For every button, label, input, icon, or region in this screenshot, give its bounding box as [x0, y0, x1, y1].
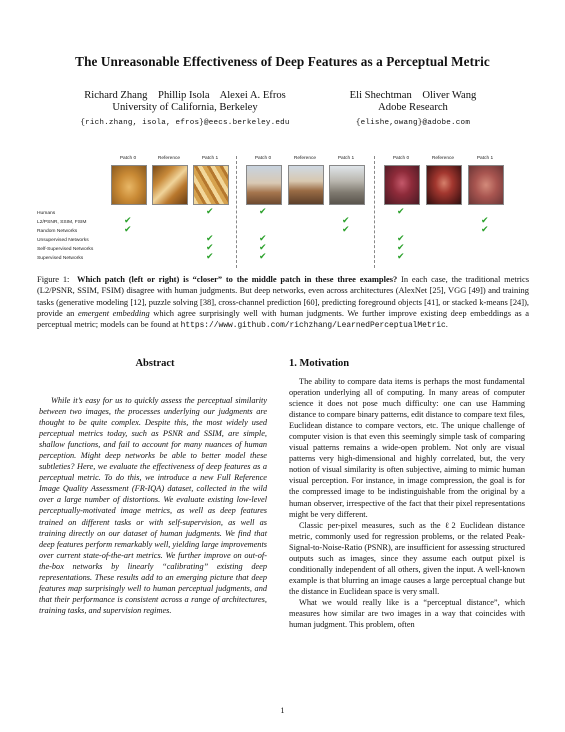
check-mark-icon: ✔ — [124, 225, 132, 235]
left-column — [37, 358, 273, 616]
check-mark-icon: ✔ — [206, 252, 214, 262]
check-mark-icon: ✔ — [206, 207, 214, 217]
caption-text: In each case, the traditional metrics (L2/PSNR, SSIM, FSIM) disagree with human judgments. But deep networks, even across architectures (AlexNet [25], VGG [49]) and training tasks (generative modeling [12], puzzle solving [38], cross-channel prediction [60], predicting foreground objects [41], or stacked k-means [24]), provide an — [37, 274, 530, 318]
check-mark-icon: ✔ — [481, 225, 489, 235]
paragraph: The ability to compare data items is perhaps the most fundamental operation underlying all of computing. In many areas of computer science it does not pose much difficulty: one can use Hamming distance to compare binary patterns, edit distance to compare text files, Euclidean distance to compare vectors, etc. The unique challenge of computer vision is that even this seemingly simple task of comparing visual patterns remains a wide-open problem. Not only are visual patterns very high-dimensional and highly correlated, but, the very notion of visual similarity is often subjective, aiming to mimic human visual perception. For instance, in image compression, the goal is for the compressed image to be indistinguishable from the original by a human observer, irrespective of the fact that their pixel representations might be very different. — [289, 377, 525, 519]
motivation-text — [289, 376, 525, 630]
check-mark-icon: ✔ — [342, 225, 350, 235]
check-mark-icon: ✔ — [259, 207, 267, 217]
paper-title: The Unreasonable Effectiveness of Deep Features as a Perceptual Metric — [75, 54, 490, 69]
patch-label: Patch 0 — [392, 156, 410, 161]
check-mark-icon: ✔ — [206, 234, 214, 244]
check-mark-icon: ✔ — [259, 252, 267, 262]
check-mark-icon: ✔ — [259, 234, 267, 244]
caption-label: Figure 1: — [37, 274, 70, 284]
abstract-heading: Abstract — [135, 358, 175, 369]
institution-right: Adobe Research — [378, 102, 448, 113]
affiliation-adobe — [318, 90, 508, 127]
institution-left: University of California, Berkeley — [112, 102, 258, 113]
patch-label: Reference — [157, 156, 181, 161]
right-column — [289, 358, 525, 630]
email-left: {rich.zhang, isola, efros}@eecs.berkeley.edu — [80, 119, 290, 127]
check-mark-icon: ✔ — [342, 216, 350, 226]
figure-caption — [37, 274, 529, 331]
patch-label: Patch 1 — [201, 156, 219, 161]
check-mark-icon: ✔ — [481, 216, 489, 226]
row-label-random: Random Networks — [37, 229, 78, 234]
row-label-self-supervised: Self-Supervised Networks — [37, 247, 94, 252]
patch-1-image — [193, 165, 229, 205]
email-right: {elishe,owang}@adobe.com — [355, 119, 471, 127]
reference-image — [152, 165, 188, 205]
paragraph: Classic per-pixel measures, such as the ℓ2 Euclidean distance metric, commonly used for regression problems, or the related Peak-Signal-to-Noise-Ratio (PSNR), are insufficient for assessing structured outputs such as images, since they assume each output pixel is conditionally independent of all others, given the input. A well-known example is that blurring an image causes a large perceptual change but the distance in Euclidean space is very small. — [289, 520, 525, 596]
patch-label: Patch 1 — [337, 156, 355, 161]
reference-image — [288, 165, 324, 205]
patch-0-image — [111, 165, 147, 205]
patch-0-image — [384, 165, 420, 205]
caption-question: Which patch (left or right) is “closer” to the middle patch in these three examples? — [77, 274, 398, 284]
figure-divider — [236, 156, 237, 268]
patch-label: Patch 1 — [476, 156, 494, 161]
section-heading-motivation: 1. Motivation — [289, 358, 350, 369]
affiliation-berkeley — [60, 90, 310, 127]
reference-image — [426, 165, 462, 205]
row-label-unsupervised: Unsupervised Networks — [37, 238, 89, 243]
page-number: 1 — [280, 706, 285, 715]
patch-label: Reference — [431, 156, 455, 161]
paragraph: What we would really like is a “perceptual distance”, which measures how similar are two images in a way that coincides with human judgment. This problem, often — [289, 597, 525, 630]
caption-text-2: which agree surprisingly well with human judgments. We further improve existing deep embeddings as a perceptual metric; models can be found at — [37, 307, 529, 330]
check-mark-icon: ✔ — [397, 207, 405, 217]
figure-1 — [37, 156, 529, 268]
figure-divider — [374, 156, 375, 268]
row-label-supervised: Supervised Networks — [37, 256, 84, 261]
row-label-humans: Humans — [37, 211, 56, 216]
check-mark-icon: ✔ — [259, 243, 267, 253]
caption-url: https://www.github.com/richzhang/LearnedPerceptualMetric — [180, 321, 446, 331]
author-names-right: Eli Shechtman Oliver Wang — [349, 90, 477, 101]
caption-end: . — [445, 319, 448, 330]
patch-0-image — [246, 165, 282, 205]
author-names-left: Richard Zhang Phillip Isola Alexei A. Efros — [84, 90, 286, 101]
row-label-traditional: L2/PSNR, SSIM, FSIM — [37, 220, 87, 225]
patch-label: Reference — [293, 156, 317, 161]
check-mark-icon: ✔ — [397, 243, 405, 253]
check-mark-icon: ✔ — [397, 234, 405, 244]
check-mark-icon: ✔ — [397, 252, 405, 262]
patch-1-image — [468, 165, 504, 205]
caption-emphasis: emergent embedding — [77, 307, 150, 318]
patch-1-image — [329, 165, 365, 205]
check-mark-icon: ✔ — [124, 216, 132, 226]
patch-label: Patch 0 — [254, 156, 272, 161]
check-mark-icon: ✔ — [206, 243, 214, 253]
patch-label: Patch 0 — [119, 156, 137, 161]
abstract-text: While it’s easy for us to quickly assess the perceptual similarity between two images, the processes underlying our judgments are thought to be quite complex. Despite this, the most widely used perceptual metrics today, such as PSNR and SSIM, are simple, shallow functions, and fail to account for many nuances of human perception. Might deep networks be able to better model these subtleties? Here, we evaluate the effectiveness of deep features as a perceptual metric. To do this, we introduce a new Full Reference Image Quality Assessment (FR-IQA) dataset, collected in the wild over a large number of distortions. We evaluate existing low-level perceptually-motivated image metrics, as well as deep features trained on different tasks or with self-supervision, as well as training directly on our dataset of human judgments. We find that deep features perform remarkably well, yielding large improvements over current state-of-the-art metrics. We further improve on out-of-the-box networks by linearly “calibrating” existing deep representations. These results add to an emerging picture that deep features map surprisingly well to human perceptual judgments, and that their performance is consistent across a range of architectures, training tasks, and supervision regimes. — [39, 396, 267, 615]
